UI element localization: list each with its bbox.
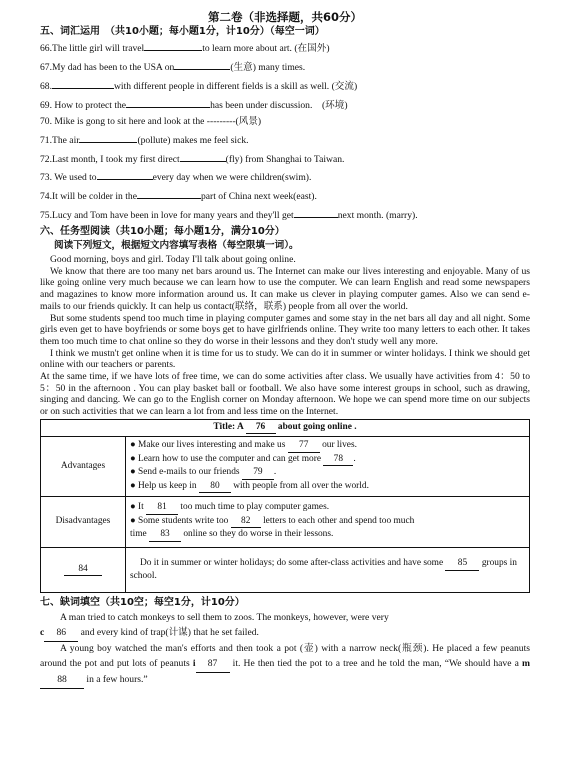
question-text: 66.The little girl will travel xyxy=(40,43,145,55)
cloze-text: and every kind of trap(计谋) that he set failed. xyxy=(80,627,259,639)
table-text: . xyxy=(353,453,356,464)
question-text: 68. xyxy=(40,80,52,92)
question-text: 71.The air xyxy=(40,134,80,146)
answer-blank[interactable] xyxy=(126,97,210,108)
answer-blank-77[interactable]: 77 xyxy=(288,440,320,452)
table-row-advantages xyxy=(41,437,530,497)
answer-blank[interactable] xyxy=(144,40,202,51)
reading-paragraph: We know that there are too many net bars around us. The Internet can make our lives interesting and enjoyable. Many of us like going online very much because we can learn how to use the computer. We can learn English and read some newspapers and magazines to know more information around us. It can make us clever in playing computer games. Also we can send e-mails to our friends quickly. It can help us contact(联络，联系) people from all over the world. xyxy=(40,265,530,312)
answer-blank[interactable] xyxy=(52,78,114,89)
vocab-question-list xyxy=(40,40,530,222)
answer-blank-82[interactable]: 82 xyxy=(231,516,261,528)
table-text: Do it in summer or winter holidays; do some after-class activities and have some xyxy=(140,558,444,569)
section-7-heading: 七、缺词填空（共10空；每空1分，计10分） xyxy=(40,597,245,609)
question-68 xyxy=(40,78,530,93)
question-text: 69. How to protect the xyxy=(40,99,127,111)
answer-blank[interactable] xyxy=(137,188,201,199)
advantage-line xyxy=(130,467,525,479)
reading-paragraph: At the same time, if we have lots of free time, we can do some activities after class. We usually have activities from 4：50 to 5：50 in the afternoon . You can play basket ball or football. We also have some interest groups in school, such as drawing, singing and dancing. We can go to the English corner on Monday afternoon. We hope we can spend more time on our subjects or on such activities that we can learn a lot from and less time on the Internet. xyxy=(40,371,530,418)
table-text: groups in school. xyxy=(130,558,517,581)
reading-paragraph: But some students spend too much time in playing computer games and some stay in the net bars all day and all night. Some girls even get to have boyfriends or some boys get to have girlfriends online. They write too many letters to each other. It takes them too much time to chat online so they do worse in their lessons and they don't study well any more. xyxy=(40,312,530,347)
cloze-text: it. He then tied the pot to a tree and he told the man, “We should have a xyxy=(232,657,519,669)
question-text: with different people in different fields is a skill as well. (交流) xyxy=(114,80,358,92)
advantage-line xyxy=(130,481,525,493)
answer-blank[interactable] xyxy=(294,207,338,218)
question-text: 73. We used to xyxy=(40,172,97,184)
disadvantage-line xyxy=(130,529,525,541)
question-text: (生意) many times. xyxy=(230,62,306,74)
question-69 xyxy=(40,97,530,112)
advantage-line xyxy=(130,440,525,452)
table-text: time xyxy=(130,529,147,540)
section-6-heading: 六、任务型阅读（共10小题；每小题1分，满分10分） xyxy=(40,226,285,238)
question-74 xyxy=(40,188,530,203)
cloze-text: A young boy watched the man's efforts and then took a pot (壶) with a narrow neck(瓶颈). He placed a few peanuts around the pot and put lots of peanuts xyxy=(40,643,530,669)
table-text: online so they do worse in their lessons. xyxy=(183,529,334,540)
table-text: ● Some students write too xyxy=(130,515,229,526)
advantage-line xyxy=(130,454,525,466)
answer-blank[interactable] xyxy=(174,59,230,70)
table-title-cell xyxy=(41,419,530,436)
question-text: (fly) from Shanghai to Taiwan. xyxy=(225,153,345,165)
disadvantage-line xyxy=(130,516,525,528)
disadvantages-label: Disadvantages xyxy=(41,497,126,548)
section-5-heading: 五、词汇运用 （共10小题；每小题1分，计10分）（每空一词） xyxy=(40,26,325,38)
question-73 xyxy=(40,169,530,184)
answer-blank-86[interactable]: 86 xyxy=(44,626,78,642)
answer-blank-80[interactable]: 80 xyxy=(199,481,231,493)
row-label-blank-cell xyxy=(41,548,126,593)
page-title: 第二卷（非选择题，共60分） xyxy=(207,10,362,24)
table-title-text: Title: A xyxy=(213,421,244,432)
answer-blank[interactable] xyxy=(79,132,137,143)
solutions-cell xyxy=(126,548,530,593)
question-71 xyxy=(40,132,530,147)
cloze-first-letter: i xyxy=(192,657,196,669)
table-text: our lives. xyxy=(322,440,357,451)
question-text: 72.Last month, I took my first direct xyxy=(40,153,180,165)
question-text: 74.It will be colder in the xyxy=(40,191,137,203)
answer-blank[interactable] xyxy=(97,169,153,180)
question-75 xyxy=(40,207,530,222)
table-text: ● Send e-mails to our friends xyxy=(130,467,240,478)
answer-blank-76[interactable]: 76 xyxy=(246,422,276,434)
question-text: next month. (marry). xyxy=(337,210,418,222)
question-72 xyxy=(40,151,530,166)
question-text: 75.Lucy and Tom have been in love for many years and they'll get xyxy=(40,210,294,222)
table-title-text: about going online . xyxy=(277,421,357,432)
answer-blank-85[interactable]: 85 xyxy=(445,558,479,570)
table-text: too much time to play computer games. xyxy=(180,502,330,513)
answer-blank-78[interactable]: 78 xyxy=(323,454,353,466)
answer-blank-84[interactable]: 84 xyxy=(64,564,102,576)
table-text: . xyxy=(273,467,277,478)
question-text: (pollute) makes me feel sick. xyxy=(137,134,249,146)
section-6-instruction: 阅读下列短文，根据短文内容填写表格（每空限填一词）。 xyxy=(54,240,299,252)
reading-paragraph: I think we mustn't get online when it is time for us to study. We can do it in summer or winter holidays. I think we should get online with our teachers or parents. xyxy=(40,347,530,371)
cloze-paragraph xyxy=(40,642,530,689)
cloze-paragraph xyxy=(40,611,530,626)
advantages-label: Advantages xyxy=(41,437,126,497)
question-text: 70. Mike is gong to sit here and look at the ---------(风景) xyxy=(40,115,262,127)
question-text: every day when we were children(swim). xyxy=(152,172,312,184)
question-67 xyxy=(40,59,530,74)
table-row-solutions xyxy=(41,548,530,593)
question-text: 67.My dad has been to the USA on xyxy=(40,62,175,74)
disadvantage-line xyxy=(130,502,525,514)
table-text: letters to each other and spend too much xyxy=(263,515,415,526)
disadvantages-cell xyxy=(126,497,530,548)
reading-paragraph: Good morning, boys and girl. Today I'll talk about going online. xyxy=(50,254,296,265)
question-text: has been under discussion. (环境) xyxy=(210,99,348,111)
answer-blank-88[interactable]: 88 xyxy=(40,673,84,689)
answer-table xyxy=(40,419,530,593)
table-title-row xyxy=(41,419,530,436)
cloze-first-letter: c xyxy=(40,627,45,639)
table-text: ● Help us keep in xyxy=(130,480,197,491)
cloze-first-letter: m xyxy=(521,657,530,669)
answer-blank-83[interactable]: 83 xyxy=(149,529,181,541)
table-text: ● Learn how to use the computer and can get more xyxy=(130,453,322,464)
question-66 xyxy=(40,40,530,55)
table-text: with people from all over the world. xyxy=(233,480,369,491)
answer-blank-87[interactable]: 87 xyxy=(196,657,230,673)
table-row-disadvantages xyxy=(41,497,530,548)
table-text: ● It xyxy=(130,502,144,513)
answer-blank-81[interactable]: 81 xyxy=(146,502,178,514)
answer-blank-79[interactable]: 79 xyxy=(242,467,274,479)
answer-blank[interactable] xyxy=(180,151,226,162)
advantages-cell xyxy=(126,437,530,497)
cloze-text: A man tried to catch monkeys to sell them to zoos. The monkeys, however, were very xyxy=(60,612,389,624)
question-text: to learn more about art. (在国外) xyxy=(202,43,330,55)
exam-page xyxy=(40,10,530,689)
question-text: part of China next week(east). xyxy=(200,191,317,203)
question-70 xyxy=(40,116,530,128)
cloze-text: in a few hours.” xyxy=(86,673,148,685)
cloze-paragraph xyxy=(40,626,530,642)
table-text: ● Make our lives interesting and make us xyxy=(130,440,286,451)
